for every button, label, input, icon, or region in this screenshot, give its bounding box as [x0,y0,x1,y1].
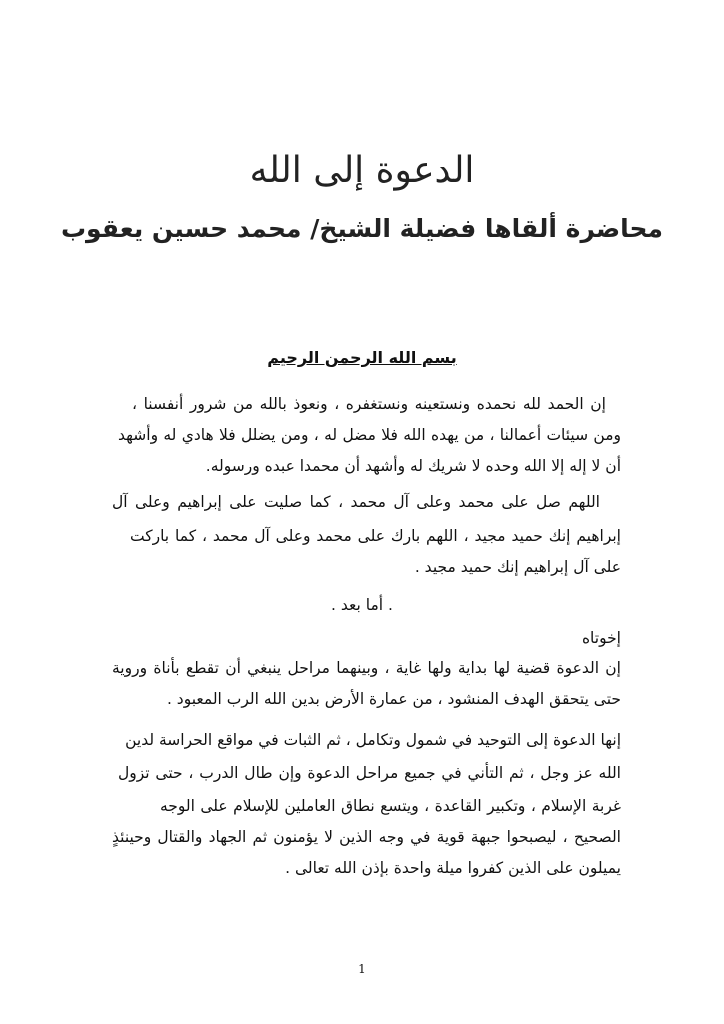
page-number: 1 [358,962,366,976]
document-title: الدعوة إلى الله [249,150,475,191]
paragraph3-line: الصحيح ، ليصبحوا جبهة قوية في وجه الذين لا يؤمنون ثم الجهاد والقتال وحينئذٍ [112,828,621,846]
paragraph1-line: أن لا إله إلا الله وحده لا شريك له وأشهد أن محمدا عبده ورسوله. [205,457,621,475]
paragraph1-line: إن الحمد لله نحمده ونستعينه ونستغفره ، ونعوذ بالله من شرور أنفسنا ، [132,395,606,413]
paragraph3-line: حتى يتحقق الهدف المنشود ، من عمارة الأرض بدين الله الرب المعبود . [166,690,621,708]
paragraph3-line: يميلون على الذين كفروا ميلة واحدة بإذن الله تعالى . [285,859,621,877]
basmala-heading: بسم الله الرحمن الرحيم [267,348,457,367]
paragraph3-line: إن الدعوة قضية لها بداية ولها غاية ، وبينهما مراحل ينبغي أن تقطع بأناة وروية [112,659,621,677]
paragraph2-line: إبراهيم إنك حميد مجيد ، اللهم بارك على محمد وعلى آل محمد ، كما باركت [130,527,621,545]
paragraph3-line: الله عز وجل ، ثم التأني في جميع مراحل الدعوة وإن طال الدرب ، حتى تزول [118,764,621,782]
document-subtitle: محاضرة ألقاها فضيلة الشيخ/ محمد حسين يعقوب [60,214,664,243]
paragraph1-line: ومن سيئات أعمالنا ، من يهده الله فلا مضل له ، ومن يضلل فلا هادي له وأشهد [118,426,621,444]
paragraph2-line: اللهم صل على محمد وعلى آل محمد ، كما صليت على إبراهيم وعلى آل [112,493,600,511]
paragraph3-line: إنها الدعوة إلى التوحيد في شمول وتكامل ، ثم الثبات في مواقع الحراسة لدين [125,731,621,749]
amma-baad: . أما بعد . [331,596,393,614]
paragraph2-line: على آل إبراهيم إنك حميد مجيد . [414,558,621,576]
greeting: إخوتاه [581,629,621,647]
paragraph3-line: غربة الإسلام ، وتكبير القاعدة ، ويتسع نطاق العاملين للإسلام على الوجه [160,797,621,815]
